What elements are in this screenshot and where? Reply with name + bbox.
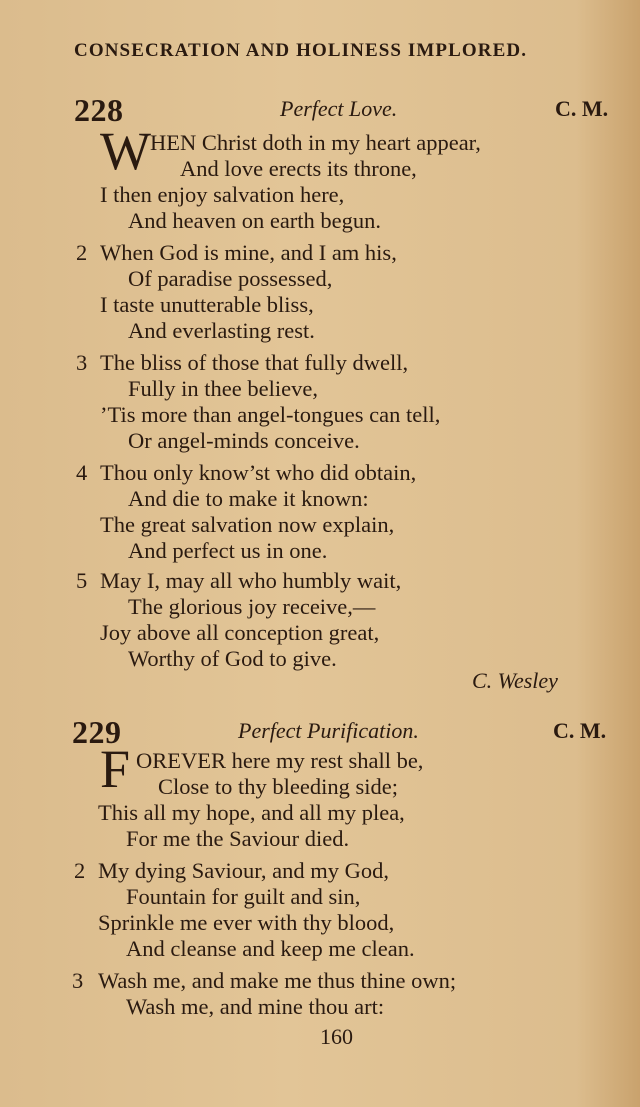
hymn-228-dropcap: W bbox=[100, 121, 151, 181]
hymn-229-v3-number: 3 bbox=[72, 968, 84, 993]
hymn-229-v1-line4: For me the Saviour died. bbox=[126, 826, 350, 851]
hymn-228-v5-line1: May I, may all who humbly wait, bbox=[100, 568, 402, 593]
hymn-228-meter: C. M. bbox=[555, 96, 609, 121]
hymn-228-v2-line2: Of paradise possessed, bbox=[128, 266, 333, 291]
hymn-229-dropcap: F bbox=[100, 739, 131, 799]
hymn-228-v4-line1: Thou only know’st who did obtain, bbox=[100, 460, 417, 485]
hymn-229-v2-number: 2 bbox=[74, 858, 86, 883]
hymn-229-v1-line1: OREVER here my rest shall be, bbox=[136, 748, 424, 773]
hymn-229-v1-line3: This all my hope, and all my plea, bbox=[98, 800, 405, 825]
hymn-228-v3-line1: The bliss of those that fully dwell, bbox=[100, 350, 409, 375]
hymn-228-v4-line2: And die to make it known: bbox=[128, 486, 369, 511]
hymn-229-v2-line2: Fountain for guilt and sin, bbox=[126, 884, 361, 909]
hymn-228-title: Perfect Love. bbox=[280, 96, 398, 121]
hymn-228-v3-line2: Fully in thee believe, bbox=[128, 376, 318, 401]
hymn-228-v3-number: 3 bbox=[76, 350, 88, 375]
hymn-228-v5-line2: The glorious joy receive,— bbox=[128, 594, 376, 619]
hymn-229-number: 229 bbox=[72, 714, 122, 750]
hymn-228-v4-line4: And perfect us in one. bbox=[128, 538, 328, 563]
page-number: 160 bbox=[320, 1024, 353, 1049]
hymn-228-v5-number: 5 bbox=[76, 568, 88, 593]
hymn-229-v2-line3: Sprinkle me ever with thy blood, bbox=[98, 910, 395, 935]
hymn-228-v1-line2: And love erects its throne, bbox=[180, 156, 417, 181]
hymn-228-v1-line4: And heaven on earth begun. bbox=[128, 208, 382, 233]
hymn-228-v2-line1: When God is mine, and I am his, bbox=[100, 240, 397, 265]
hymn-228-v3-line4: Or angel-minds conceive. bbox=[128, 428, 360, 453]
hymn-228-number: 228 bbox=[74, 92, 124, 128]
hymn-229-v2-line1: My dying Saviour, and my God, bbox=[98, 858, 389, 883]
hymn-229-v2-line4: And cleanse and keep me clean. bbox=[126, 936, 415, 961]
hymn-228-v3-line3: ’Tis more than angel-tongues can tell, bbox=[100, 402, 441, 427]
hymn-228-v5-line4: Worthy of God to give. bbox=[128, 646, 337, 671]
hymn-229-v3-line1: Wash me, and make me thus thine own; bbox=[98, 968, 457, 993]
hymn-228-v1-line1: HEN Christ doth in my heart appear, bbox=[150, 130, 481, 155]
running-head: CONSECRATION AND HOLINESS IMPLORED. bbox=[74, 40, 528, 61]
hymn-229-v1-line2: Close to thy bleeding side; bbox=[158, 774, 398, 799]
hymn-228-v4-line3: The great salvation now explain, bbox=[100, 512, 395, 537]
hymn-228-v2-number: 2 bbox=[76, 240, 88, 265]
hymn-229-meter: C. M. bbox=[553, 718, 607, 743]
hymn-228-v5-line3: Joy above all conception great, bbox=[100, 620, 380, 645]
hymn-228-author: C. Wesley bbox=[472, 668, 558, 693]
hymn-228-v2-line3: I taste unutterable bliss, bbox=[100, 292, 314, 317]
hymn-228-v2-line4: And everlasting rest. bbox=[128, 318, 315, 343]
hymn-229-title: Perfect Purification. bbox=[238, 718, 419, 743]
hymn-228-v1-line3: I then enjoy salvation here, bbox=[100, 182, 345, 207]
hymn-229-v3-line2: Wash me, and mine thou art: bbox=[126, 994, 385, 1019]
hymn-228-v4-number: 4 bbox=[76, 460, 88, 485]
